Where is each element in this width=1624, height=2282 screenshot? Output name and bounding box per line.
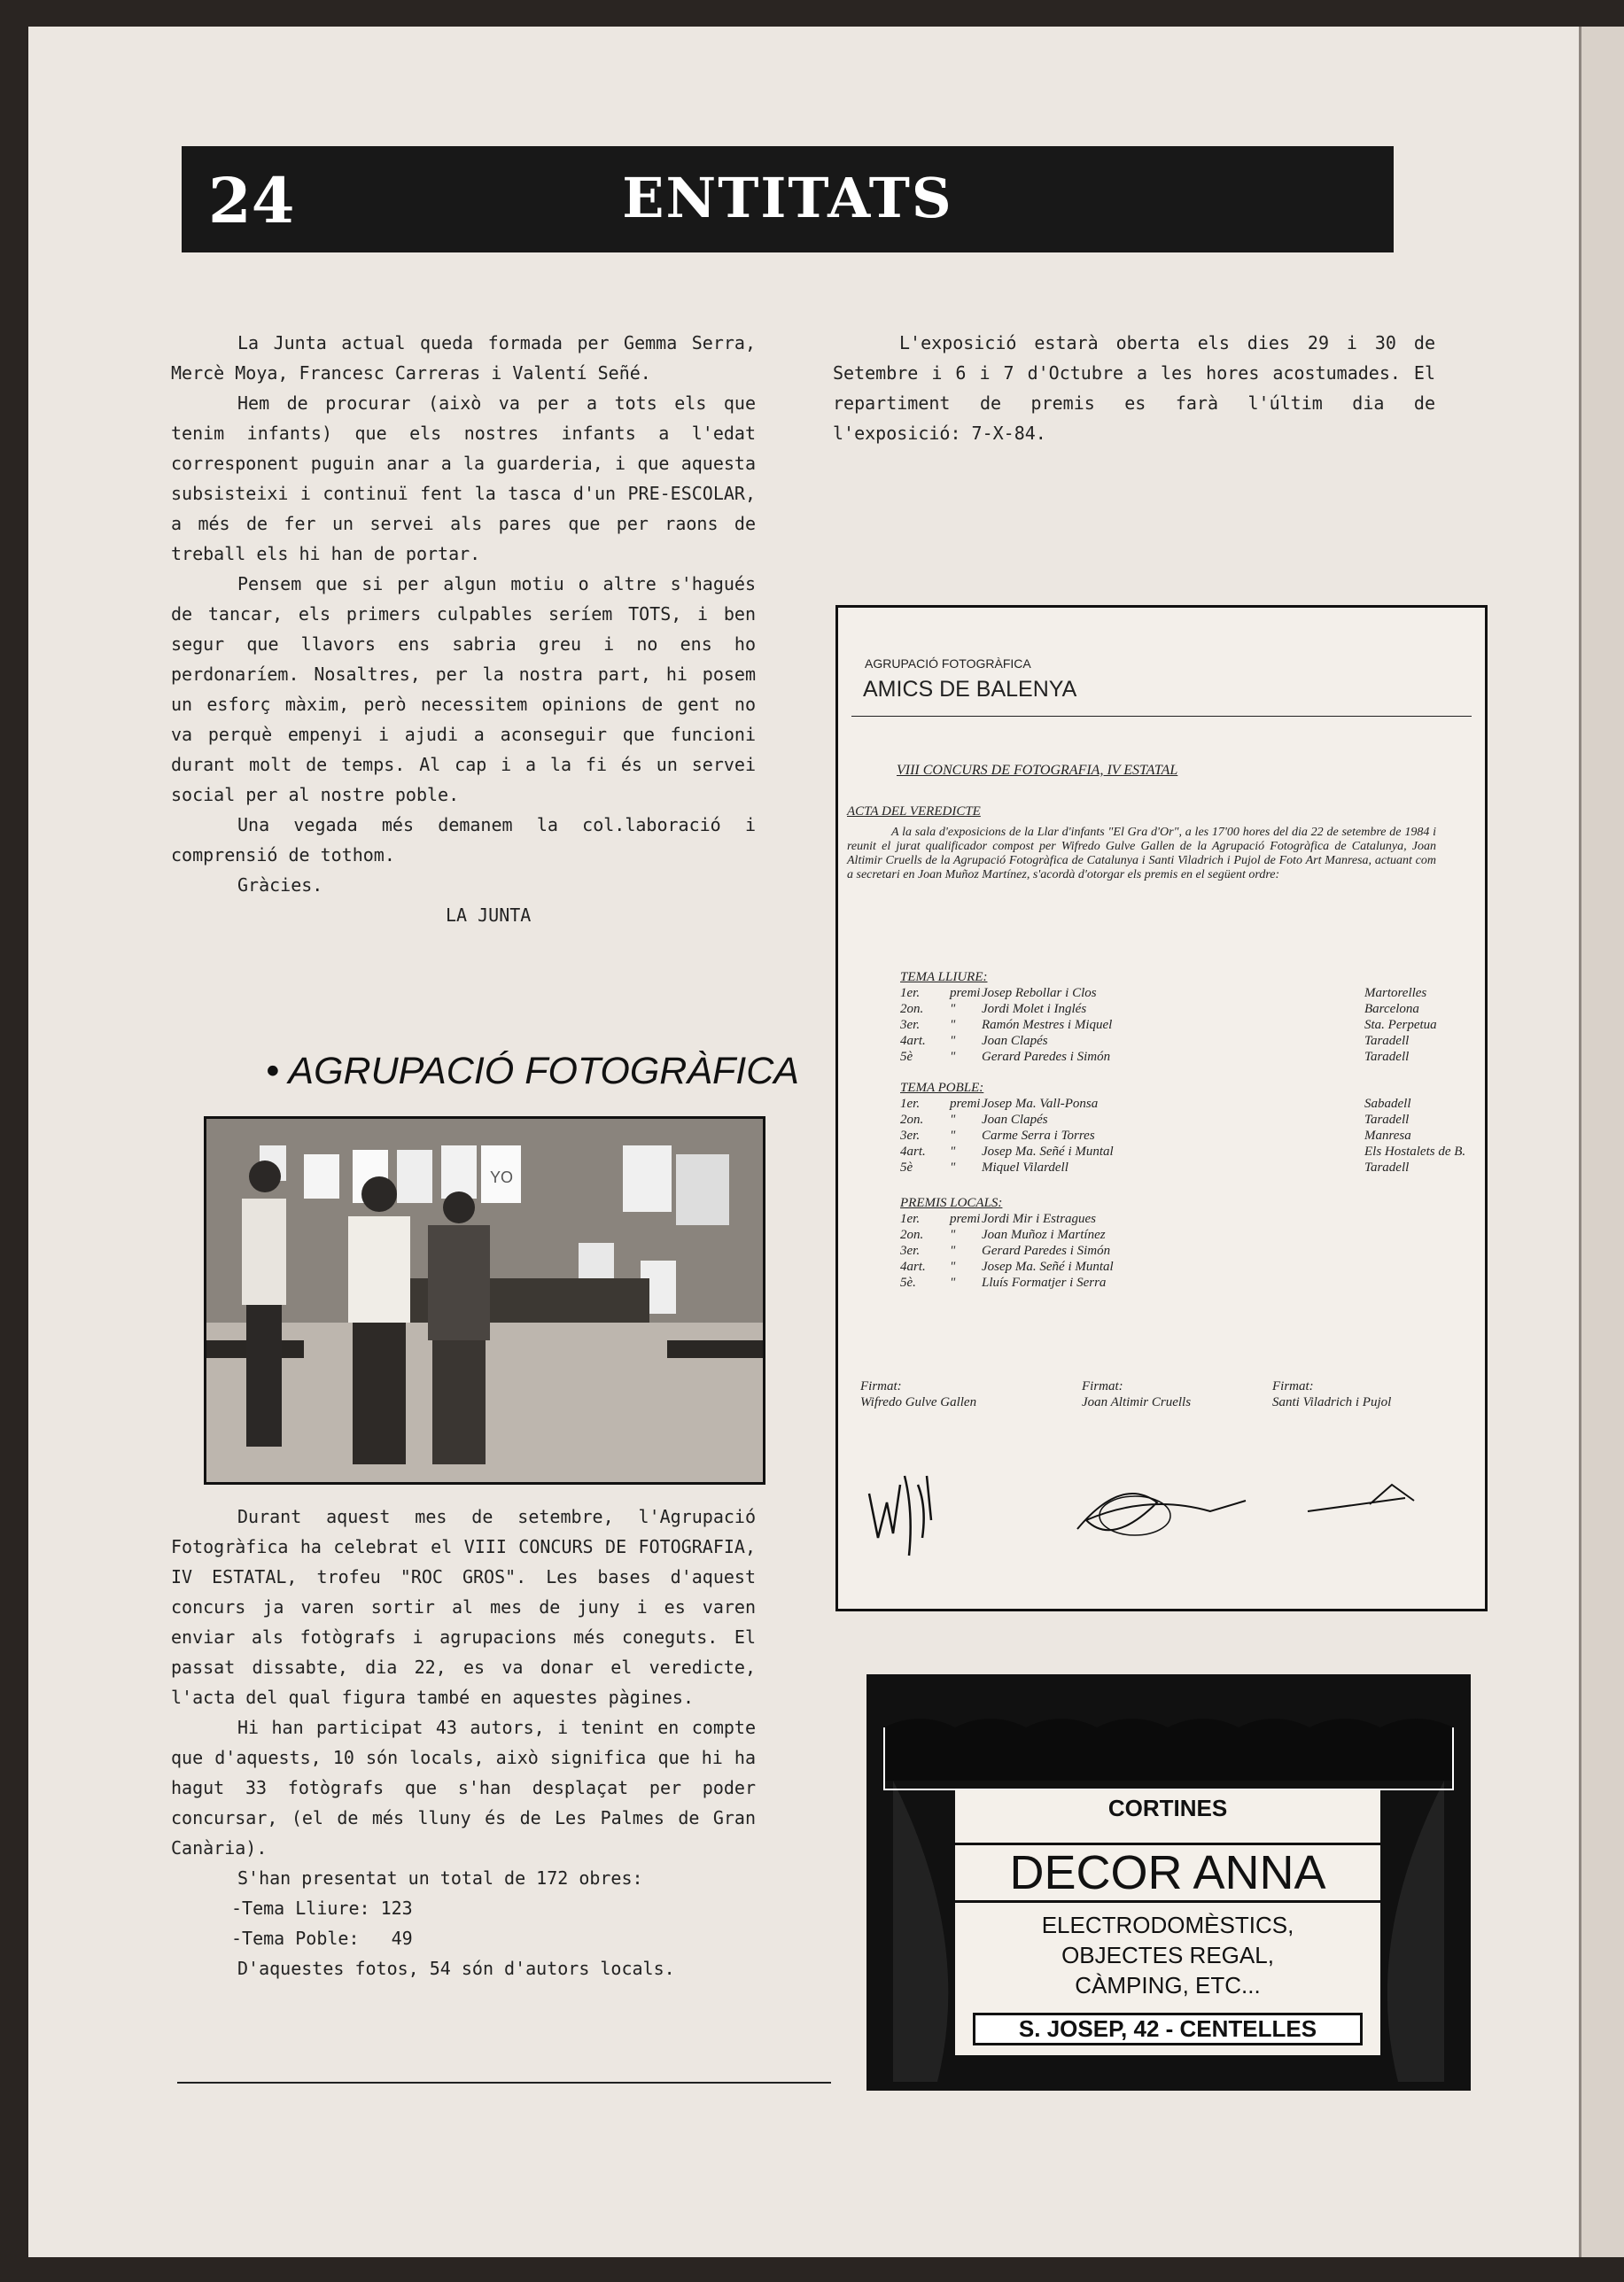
table-row: 4art. " Josep Ma. Señé i Muntal bbox=[900, 1260, 1114, 1274]
paragraph: Pensem que si per algun motiu o altre s'hagués de tancar, els primers culpables seríem TOTS, i ben segur que llavors ens sabria greu i no ens ho perdonaríem. Nosaltres, per la nostra part, hi posem un esforç màxim, però necessitem opinions de gent no va perquè empenyi i ajudi a aconseguir que funcioni durant molt de temps. Al cap i a la fi és un servei social per al nostre poble. bbox=[171, 573, 756, 805]
photo-sign-text: YO bbox=[490, 1168, 514, 1186]
left-column-intro bbox=[171, 328, 756, 930]
table-row: 3er. " Ramón Mestres i Miquel Sta. Perpetua bbox=[900, 1018, 1437, 1032]
tema-poble-table bbox=[900, 1080, 1524, 1176]
acta-text: A la sala d'exposicions de la Llar d'infants "El Gra d'Or", a les 17'00 hores del dia 22 de setembre de 1984 i reunit el jurat qualificador compost per Wifredo Gulve Gallen de la Agrupació Fotogràfica de Catalunya, Joan Altimir Cruells de la Agrupació Fotogràfica de Catalunya i Santi Viladrich i Pujol de Foto Art Manresa, actuant com a secretari en Joan Muñoz Martínez, s'acordà d'otorgar els premis en el següent ordre: bbox=[847, 826, 1436, 881]
paragraph: S'han presentat un total de 172 obres: bbox=[237, 1867, 643, 1889]
tema-lliure-count: -Tema Lliure: 123 bbox=[231, 1898, 413, 1919]
tema-lliure-table bbox=[900, 969, 1524, 1065]
table-row: 2on. " Joan Clapés Taradell bbox=[900, 1113, 1410, 1127]
paragraph: Una vegada més demanem la col.laboració i comprensió de tothom. bbox=[171, 814, 756, 865]
table-row: 1er. premi Josep Ma. Vall-Ponsa Sabadell bbox=[900, 1097, 1411, 1111]
signature-2: Firmat: Joan Altimir Cruells bbox=[1082, 1379, 1192, 1409]
signature-3: Firmat: Santi Viladrich i Pujol bbox=[1272, 1379, 1392, 1409]
table-row: 4art. " Joan Clapés Taradell bbox=[900, 1034, 1410, 1048]
paragraph: D'aquestes fotos, 54 són d'autors locals. bbox=[237, 1958, 675, 1979]
acta-org-name: AMICS DE BALENYA bbox=[863, 677, 1077, 702]
acta-heading: ACTA DEL VEREDICTE bbox=[847, 804, 981, 819]
exhibition-photo bbox=[204, 1116, 765, 1485]
handwritten-signatures bbox=[838, 1423, 1485, 1573]
paragraph: L'exposició estarà oberta els dies 29 i 30 de Setembre i 6 i 7 d'Octubre a les hores acostumades. El repartiment de premis es farà l'últim dia de l'exposició: 7-X-84. bbox=[833, 332, 1435, 444]
page-header bbox=[182, 146, 1394, 252]
decor-anna-ad bbox=[866, 1674, 1471, 2091]
page-number: 24 bbox=[208, 164, 295, 237]
paragraph: Durant aquest mes de setembre, l'Agrupació Fotogràfica ha celebrat el VIII CONCURS DE FOTOGRAFIA, IV ESTATAL, trofeu "ROC GROS". Les bases d'aquest concurs ja varen sortir al mes de juny i es varen enviar als fotògrafs i agrupacions més coneguts. El passat dissabte, dia 22, es va donar el veredicte, l'acta del qual figura també en aquestes pàgines. bbox=[171, 1506, 756, 1708]
section-title-entitats: ENTITATS bbox=[622, 166, 953, 230]
ad-line-objectes: OBJECTES REGAL, bbox=[1061, 1942, 1274, 1968]
table-row: 5è. " Lluís Formatjer i Serra bbox=[900, 1276, 1107, 1290]
table-heading: PREMIS LOCALS: bbox=[900, 1196, 1003, 1210]
ad-text-panel bbox=[955, 1789, 1380, 2055]
signature-1: Firmat: Wifredo Gulve Gallen bbox=[860, 1379, 977, 1409]
table-row: 1er. premi Josep Rebollar i Clos Martorelles bbox=[900, 986, 1427, 1000]
premis-locals-table bbox=[900, 1195, 1364, 1291]
table-row: 5è " Miquel Vilardell Taradell bbox=[900, 1160, 1410, 1175]
agrupacio-heading: • AGRUPACIÓ FOTOGRÀFICA bbox=[266, 1050, 799, 1092]
tema-poble-count: -Tema Poble: 49 bbox=[231, 1928, 413, 1949]
acta-concurs-title: VIII CONCURS DE FOTOGRAFIA, IV ESTATAL bbox=[897, 763, 1178, 778]
ad-cortines: CORTINES bbox=[1107, 1795, 1228, 1821]
paragraph: Gràcies. bbox=[237, 874, 323, 896]
next-page-edge bbox=[1579, 27, 1624, 2257]
table-row: 5è " Gerard Paredes i Simón Taradell bbox=[900, 1050, 1410, 1064]
signature-la-junta: LA JUNTA bbox=[446, 904, 532, 926]
paragraph: La Junta actual queda formada per Gemma Serra, Mercè Moya, Francesc Carreras i Valentí Señé. bbox=[171, 332, 756, 384]
acta-box bbox=[835, 605, 1488, 1611]
right-column-exhibition bbox=[833, 328, 1435, 448]
table-row: 2on. " Joan Muñoz i Martínez bbox=[900, 1228, 1106, 1242]
acta-org-small: AGRUPACIÓ FOTOGRÀFICA bbox=[865, 656, 1031, 671]
ad-brand-name: DECOR ANNA bbox=[955, 1843, 1380, 1903]
table-heading: TEMA POBLE: bbox=[900, 1081, 984, 1095]
paragraph: Hi han participat 43 autors, i tenint en compte que d'aquests, 10 són locals, això significa que hi ha hagut 33 fotògrafs que s'han desplaçat per poder concursar, (el de més lluny és de Les Palmes de Gran Canària). bbox=[171, 1717, 756, 1859]
table-row: 3er. " Gerard Paredes i Simón bbox=[900, 1244, 1111, 1258]
photo-illustration bbox=[206, 1119, 763, 1482]
bottom-rule bbox=[177, 2082, 831, 2084]
ad-line-electro: ELECTRODOMÈSTICS, bbox=[1041, 1912, 1294, 1938]
left-column-body bbox=[171, 1502, 756, 1983]
paragraph: Hem de procurar (això va per a tots els que tenim infants) que els nostres infants a l'edat corresponent puguin anar a la guarderia, i que aquesta subsisteixi i continuï fent la tasca d'un PRE-ESCOLAR, a més de fer un servei als pares que per raons de treball els hi han de portar. bbox=[171, 392, 756, 564]
ad-address: S. JOSEP, 42 - CENTELLES bbox=[973, 2013, 1363, 2045]
table-row: 1er. premi Jordi Mir i Estragues bbox=[900, 1212, 1097, 1226]
table-row: 2on. " Jordi Molet i Inglés Barcelona bbox=[900, 1002, 1419, 1016]
table-row: 4art. " Josep Ma. Señé i Muntal Els Hostalets de B. bbox=[900, 1145, 1466, 1159]
acta-rule bbox=[851, 716, 1472, 717]
ad-line-camping: CÀMPING, ETC... bbox=[1075, 1972, 1261, 1999]
table-heading: TEMA LLIURE: bbox=[900, 970, 988, 984]
table-row: 3er. " Carme Serra i Torres Manresa bbox=[900, 1129, 1411, 1143]
